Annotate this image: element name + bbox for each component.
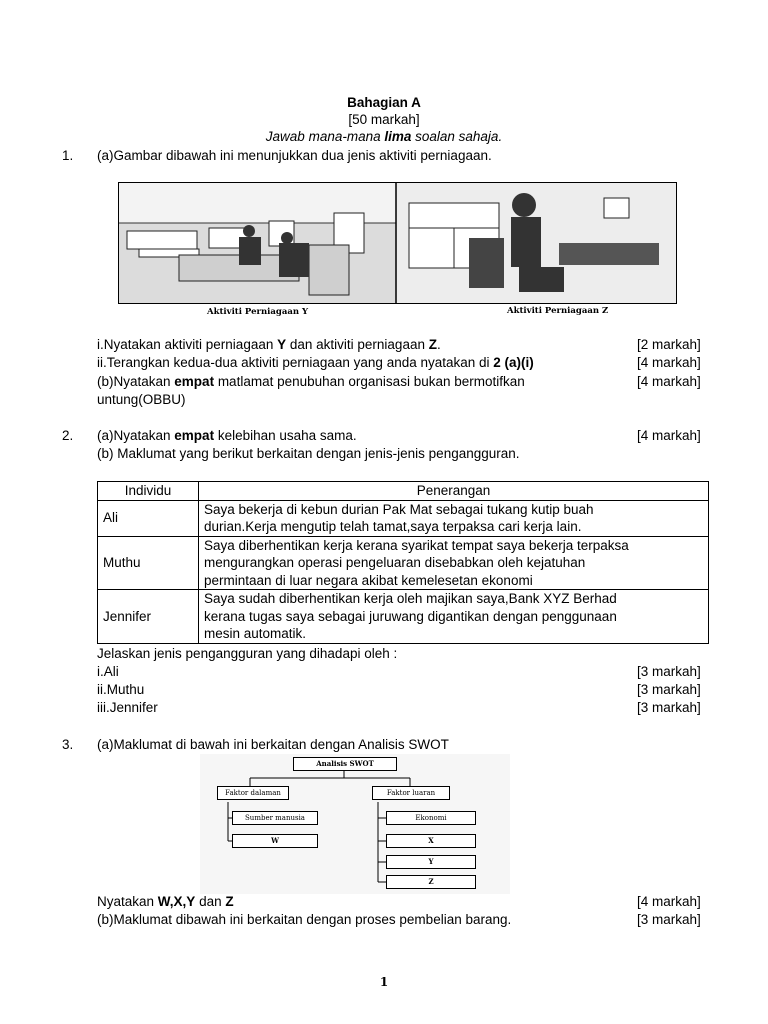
table-row <box>98 590 709 644</box>
q1-ii-text: ii.Terangkan kedua-dua aktiviti perniagaan yang anda nyatakan di 2 (a)(i) <box>97 355 534 370</box>
table-header-row <box>98 482 709 501</box>
q1-b-text-line2: untung(OBBU) <box>97 392 186 407</box>
section-instruction: Jawab mana-mana lima soalan sahaja. <box>265 129 503 144</box>
q2-item-jennifer-marks: [3 markah] <box>637 700 701 715</box>
internal-item-box: Sumber manusia <box>232 811 318 825</box>
external-item-box: Y <box>386 855 476 869</box>
q2-item-muthu-marks: [3 markah] <box>637 682 701 697</box>
q3-state-text: Nyatakan W,X,Y dan Z <box>97 894 234 909</box>
q2-b-text: (b) Maklumat yang berikut berkaitan dengan jenis-jenis pengangguran. <box>97 446 520 461</box>
internal-item-box: W <box>232 834 318 848</box>
question-number-1: 1. <box>62 148 74 163</box>
q2-a-text: (a)Nyatakan empat kelebihan usaha sama. <box>97 428 357 443</box>
q3-state-marks: [4 markah] <box>637 894 701 909</box>
q3-b-marks: [3 markah] <box>637 912 701 927</box>
table-cell-name: Jennifer <box>98 590 199 644</box>
table-cell-name: Ali <box>98 500 199 536</box>
question-number-2: 2. <box>62 428 74 443</box>
q1-a-text: (a)Gambar dibawah ini menunjukkan dua jenis aktiviti perniagaan. <box>97 148 492 163</box>
table-row <box>98 500 709 536</box>
q1-b-text: (b)Nyatakan empat matlamat penubuhan organisasi bukan bermotifkan <box>97 374 525 389</box>
external-item-box: X <box>386 834 476 848</box>
external-item-box: Ekonomi <box>386 811 476 825</box>
table-header-penerangan: Penerangan <box>199 482 709 501</box>
q1-ii-marks: [4 markah] <box>637 355 701 370</box>
table-cell-desc: Saya bekerja di kebun durian Pak Mat sebagai tukang kutip buah durian.Kerja mengutip telah tamat,saya terpaksa cari kerja lain. <box>199 500 709 536</box>
question-number-3: 3. <box>62 737 74 752</box>
caption-activity-y: Aktiviti Perniagaan Y <box>207 307 309 317</box>
caption-activity-z: Aktiviti Perniagaan Z <box>507 306 609 316</box>
q2-item-ali-marks: [3 markah] <box>637 664 701 679</box>
business-activity-photo <box>118 182 677 304</box>
page-number: 1 <box>379 975 389 989</box>
internal-factor-box: Faktor dalaman <box>217 786 289 800</box>
external-factor-box: Faktor luaran <box>372 786 450 800</box>
table-cell-desc: Saya sudah diberhentikan kerja oleh majikan saya,Bank XYZ Berhad kerana tugas saya sebagai juruwang digantikan dengan penggunaan mesin automatik. <box>199 590 709 644</box>
q2-explain-text: Jelaskan jenis pengangguran yang dihadapi oleh : <box>97 646 398 661</box>
swot-diagram <box>200 754 510 894</box>
q1-i-marks: [2 markah] <box>637 337 701 352</box>
q1-i-text: i.Nyatakan aktiviti perniagaan Y dan aktiviti perniagaan Z. <box>97 337 441 352</box>
q3-a-text: (a)Maklumat di bawah ini berkaitan dengan Analisis SWOT <box>97 737 449 752</box>
q2-item-ali: i.Ali <box>97 664 119 679</box>
table-row <box>98 536 709 590</box>
swot-root-box: Analisis SWOT <box>293 757 397 771</box>
photo-illustration <box>119 183 676 303</box>
table-cell-name: Muthu <box>98 536 199 590</box>
q2-item-muthu: ii.Muthu <box>97 682 145 697</box>
section-title: Bahagian A <box>347 95 421 110</box>
q2-item-jennifer: iii.Jennifer <box>97 700 158 715</box>
q1-b-marks: [4 markah] <box>637 374 701 389</box>
unemployment-table <box>97 481 709 644</box>
section-marks: [50 markah] <box>348 112 420 127</box>
table-cell-desc: Saya diberhentikan kerja kerana syarikat tempat saya bekerja terpaksa mengurangkan operasi pengeluaran disebabkan oleh kejatuhan permintaan di luar negara akibat kemelesetan ekonomi <box>199 536 709 590</box>
external-item-box: Z <box>386 875 476 889</box>
table-header-individu: Individu <box>98 482 199 501</box>
q2-a-marks: [4 markah] <box>637 428 701 443</box>
q3-b-text: (b)Maklumat dibawah ini berkaitan dengan proses pembelian barang. <box>97 912 512 927</box>
